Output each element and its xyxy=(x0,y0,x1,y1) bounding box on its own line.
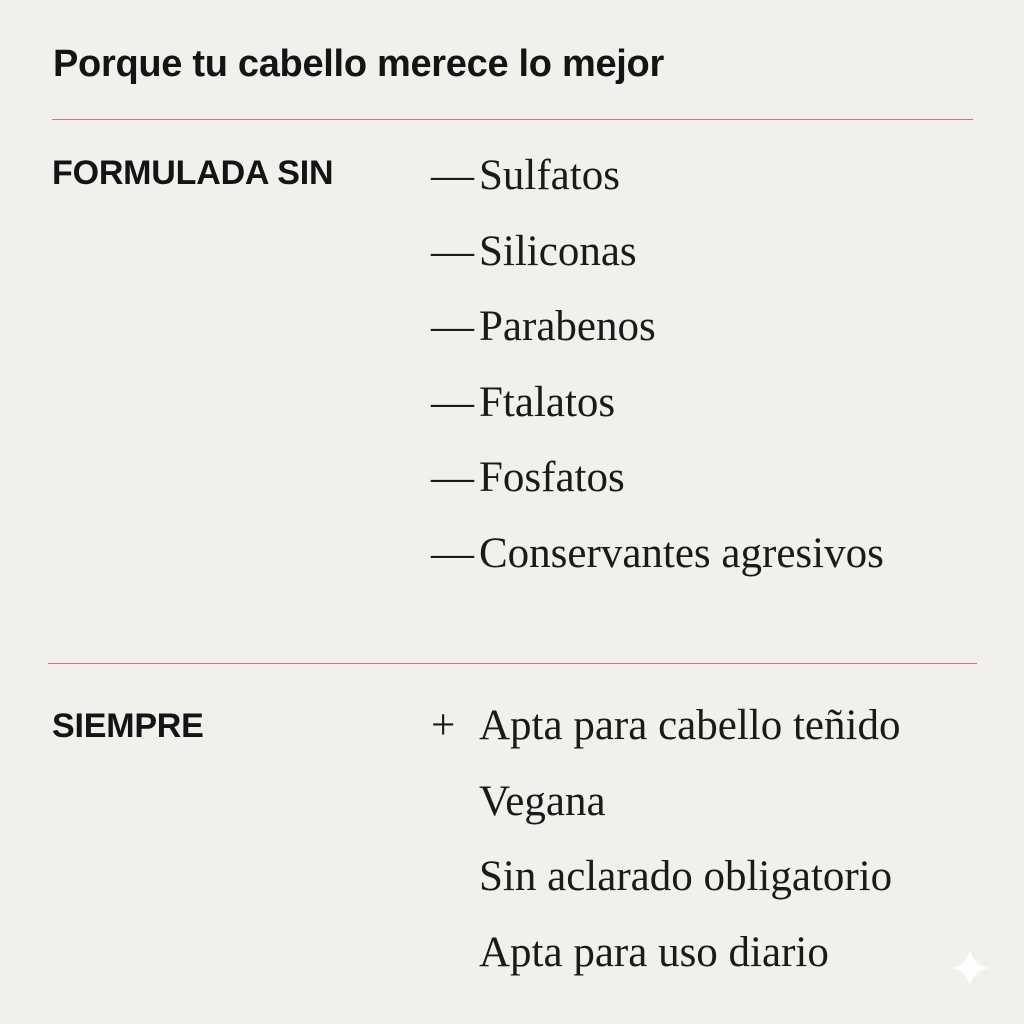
dash-icon: — xyxy=(431,227,474,275)
page-title: Porque tu cabello merece lo mejor xyxy=(53,43,664,85)
list-item xyxy=(431,449,884,525)
plus-icon: + xyxy=(431,702,456,749)
benefit-dyed-hair: Apta para cabello teñido xyxy=(479,702,901,749)
ingredient-phthalates: Ftalatos xyxy=(479,378,616,426)
ingredient-parabens: Parabenos xyxy=(479,303,656,350)
top-divider xyxy=(52,119,973,120)
list-item xyxy=(431,298,884,374)
dash-icon: — xyxy=(431,152,474,199)
list-item xyxy=(431,924,900,1000)
list-item xyxy=(431,773,900,849)
dash-icon: — xyxy=(431,378,474,426)
middle-divider xyxy=(48,663,977,664)
list-item xyxy=(431,697,900,773)
formulated-without-list xyxy=(431,147,884,600)
sparkle-icon xyxy=(948,946,992,990)
benefit-daily-use: Apta para uso diario xyxy=(479,928,829,976)
benefit-vegan: Vegana xyxy=(479,777,606,825)
list-item xyxy=(431,848,900,924)
ingredient-phosphates: Fosfatos xyxy=(479,454,625,501)
list-item xyxy=(431,374,884,450)
dash-icon: — xyxy=(431,454,474,501)
dash-icon: — xyxy=(431,529,474,577)
ingredient-harsh-preservatives: Conservantes agresivos xyxy=(479,529,884,577)
always-list xyxy=(431,697,900,999)
ingredient-sulfates: Sulfatos xyxy=(479,152,620,199)
dash-icon: — xyxy=(431,303,474,350)
formulated-without-label: FORMULADA SIN xyxy=(52,154,334,192)
list-item xyxy=(431,223,884,299)
ingredient-silicones: Siliconas xyxy=(479,227,637,275)
list-item xyxy=(431,147,884,223)
list-item xyxy=(431,525,884,601)
always-label: SIEMPRE xyxy=(52,707,204,745)
benefit-no-rinse: Sin aclarado obligatorio xyxy=(479,853,893,900)
